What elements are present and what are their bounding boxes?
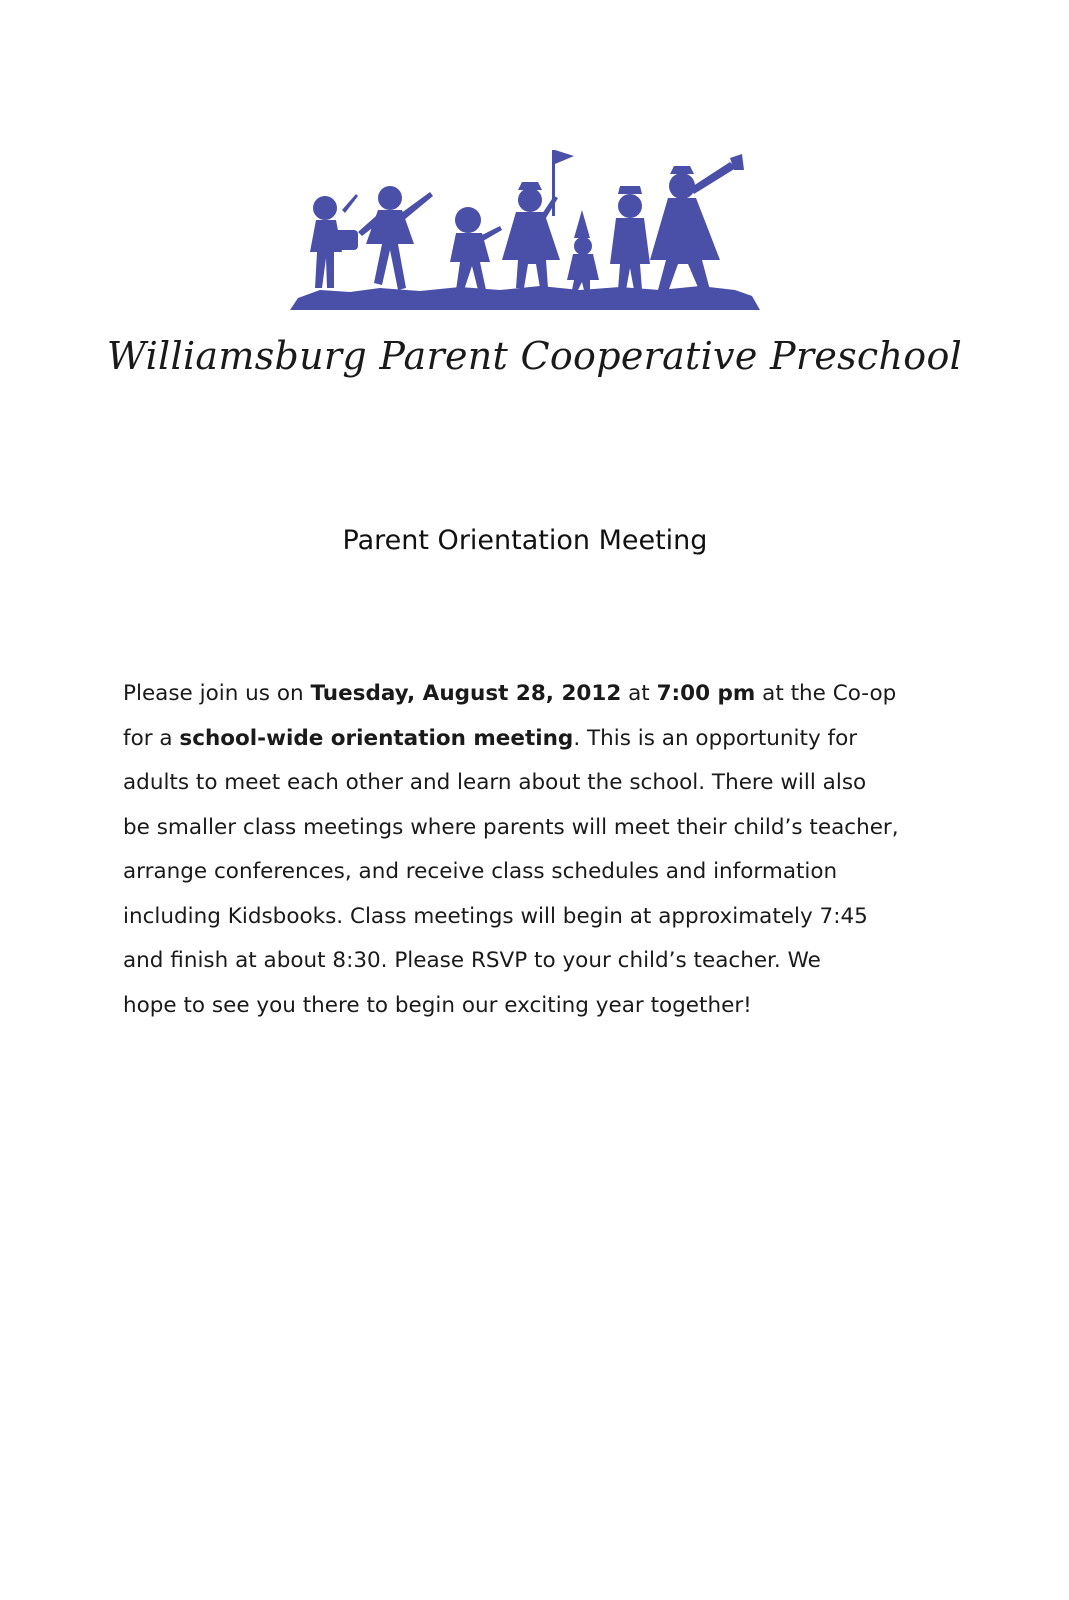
body-text-span: for a [123,725,180,751]
event-time: 7:00 pm [656,681,756,706]
body-line-5: arrange conferences, and receive class schedules and information [123,859,838,884]
body-line-3: adults to meet each other and learn about the school. There will also [123,770,867,795]
body-text-span: at the Co-op [755,681,897,706]
body-line-6: including Kidsbooks. Class meetings will begin at approximately 7:45 [123,903,868,929]
event-name: school-wide orientation meeting [179,725,574,751]
body-text-span: . This is an opportunity for [573,725,858,751]
body-line-1 [123,672,953,717]
body-text-span: Please join us on [123,681,311,706]
invitation-paragraph [123,672,953,1028]
page-title: Parent Orientation Meeting [342,525,708,556]
school-name: Williamsburg Parent Cooperative Preschool [106,334,963,378]
event-date: Tuesday, August 28, 2012 [310,681,622,706]
body-line-4: be smaller class meetings where parents will meet their child’s teacher, [123,814,899,840]
body-line-2 [123,717,953,762]
children-parade-silhouette-icon [290,140,760,312]
body-text-span: at [621,681,657,706]
body-line-8: hope to see you there to begin our exciting year together! [123,992,752,1018]
body-line-7: and finish at about 8:30. Please RSVP to your child’s teacher. We [123,948,821,973]
